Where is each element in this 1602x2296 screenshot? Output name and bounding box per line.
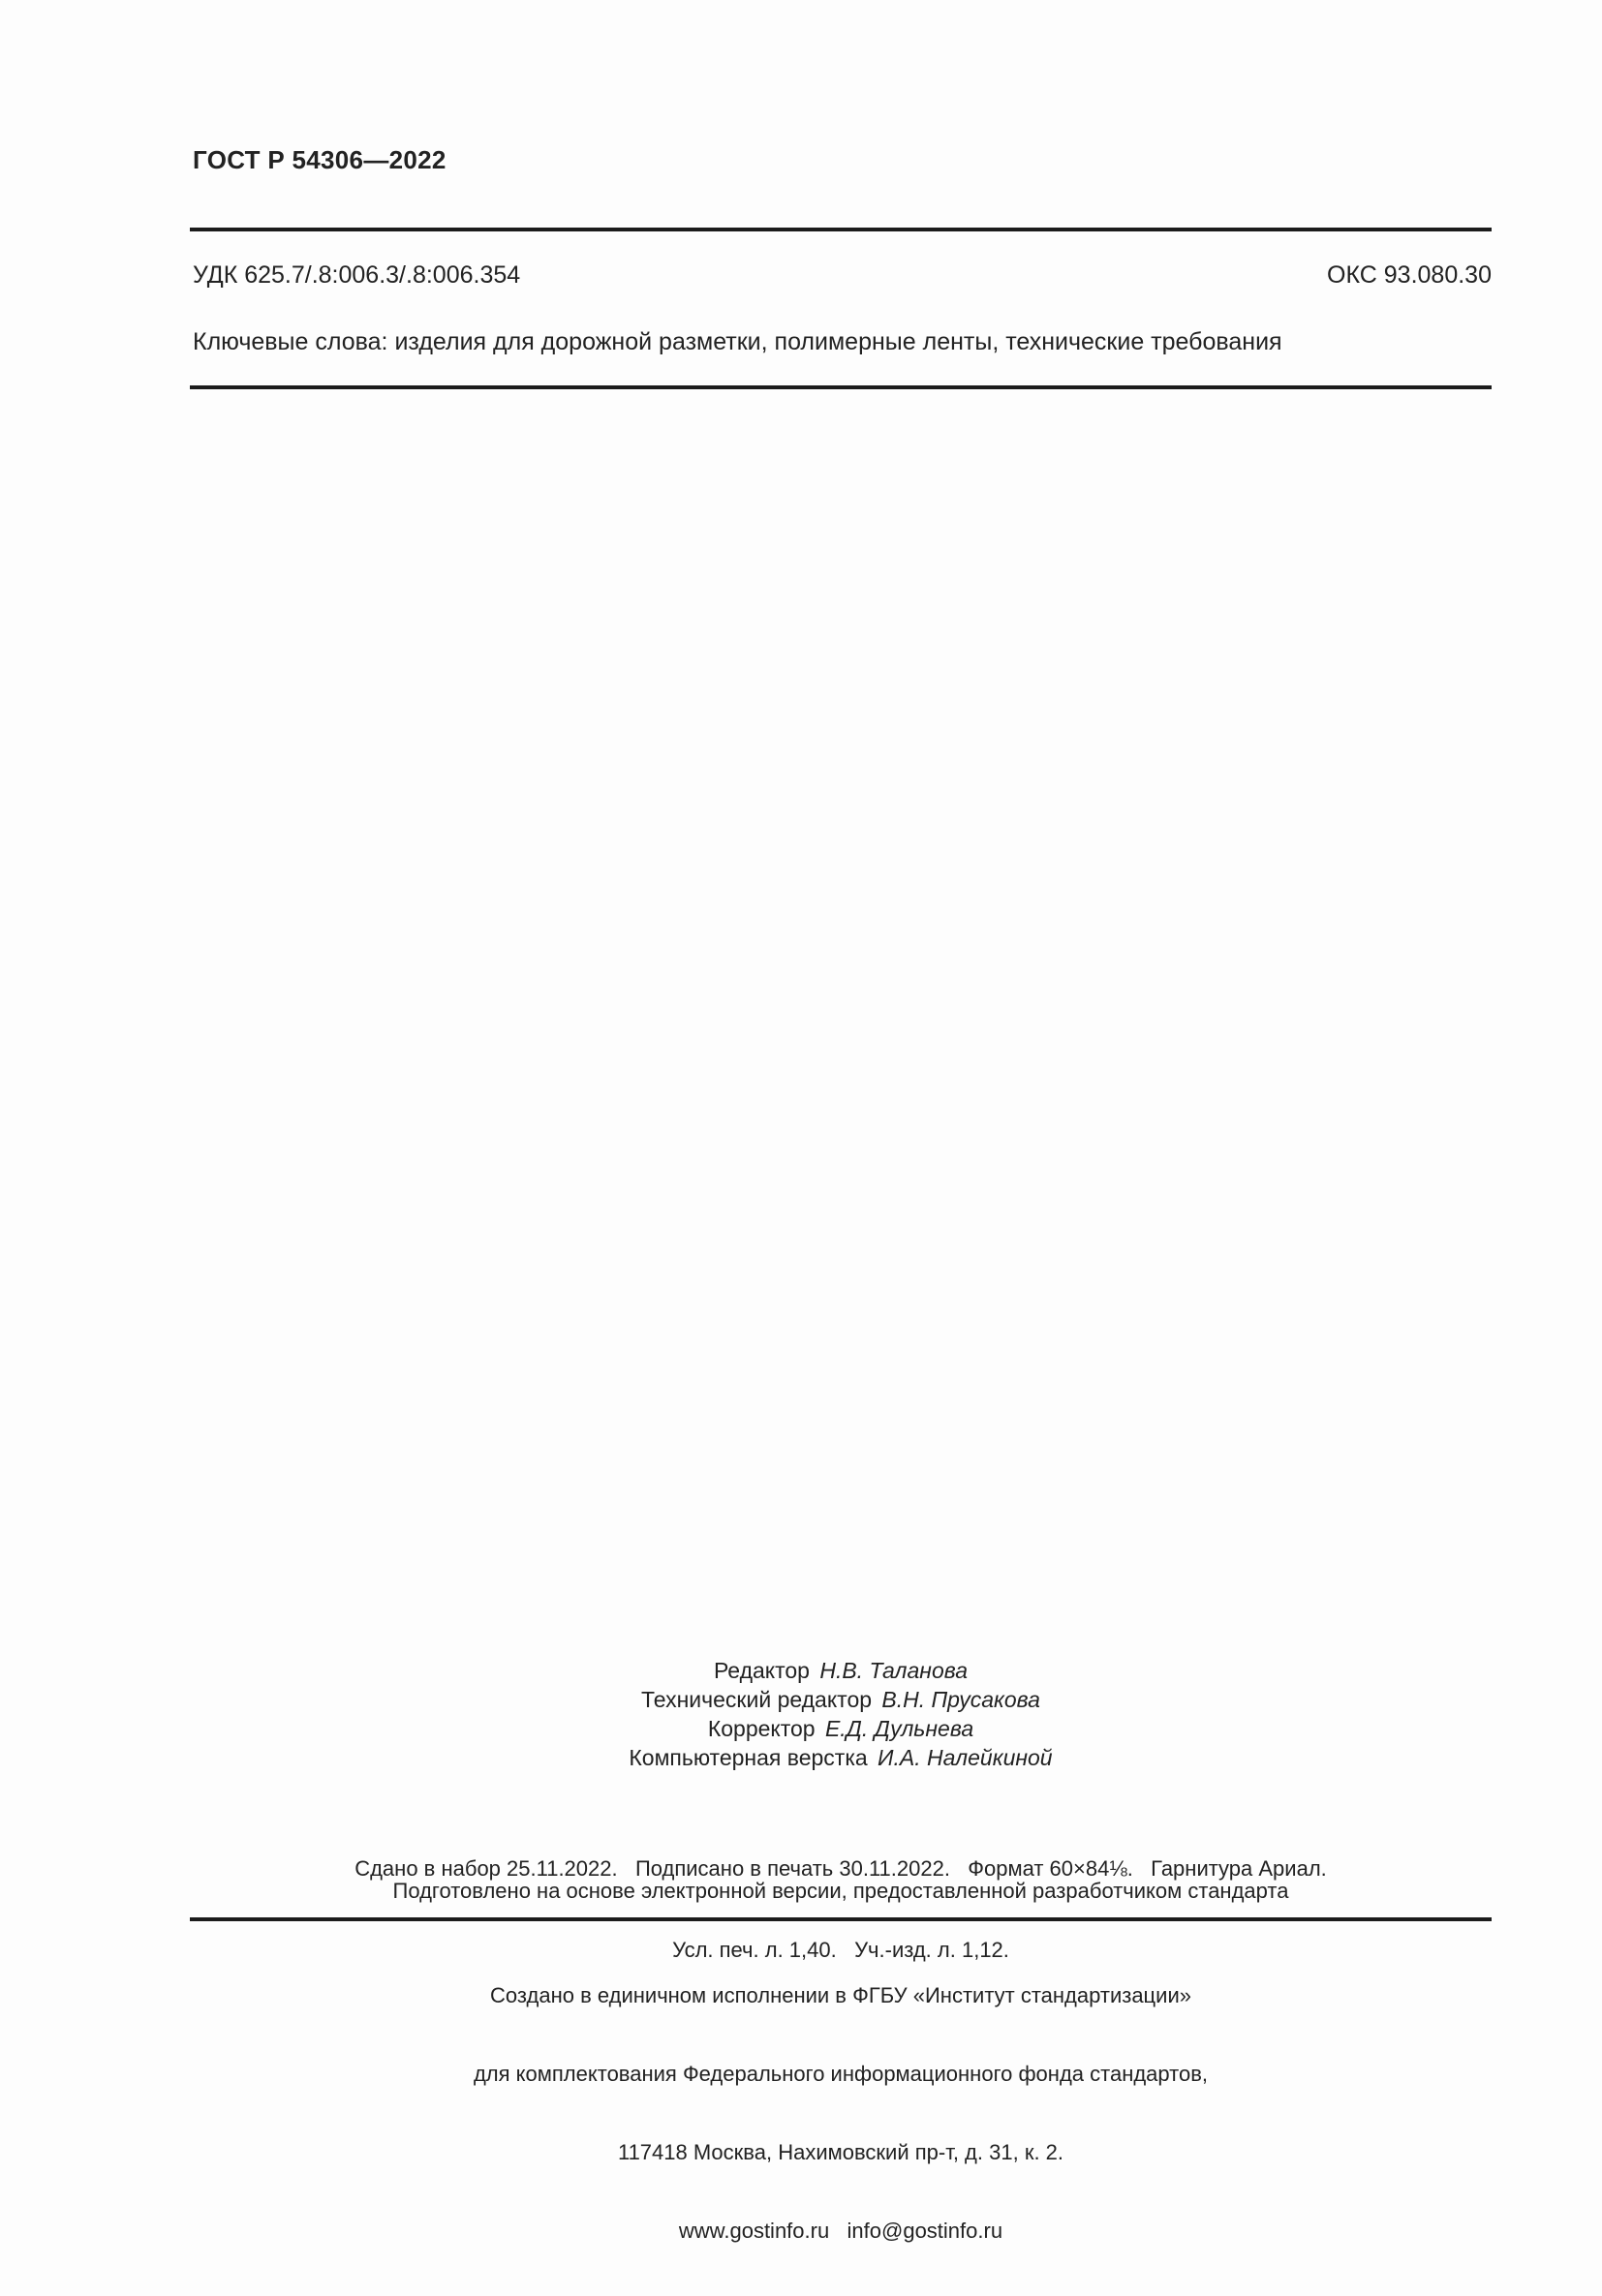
credit-name: Е.Д. Дульнева xyxy=(824,1716,974,1741)
keywords-bottom-rule xyxy=(190,385,1492,389)
credit-name: И.А. Налейкиной xyxy=(878,1745,1053,1770)
credit-row xyxy=(190,1743,1492,1772)
top-rule xyxy=(190,228,1492,231)
address-line: 117418 Москва, Нахимовский пр-т, д. 31, к. 2. xyxy=(617,2140,1064,2164)
publisher-line: Создано в единичном исполнении в ФГБУ «Институт стандартизации» xyxy=(490,1983,1191,2007)
editorial-credits xyxy=(190,1656,1492,1772)
imprint-line-2: Усл. печ. л. 1,40. Уч.-изд. л. 1,12. xyxy=(672,1938,1009,1962)
credit-name: В.Н. Прусакова xyxy=(881,1687,1040,1712)
credit-role: Редактор xyxy=(713,1658,810,1683)
prepared-note: Подготовлено на основе электронной версии, предоставленной разработчиком стандарта xyxy=(392,1879,1289,1903)
imprint-line-1: Сдано в набор 25.11.2022. Подписано в печать 30.11.2022. Формат 60×84⅛. Гарнитура Ариал. xyxy=(354,1856,1327,1881)
oks-code: ОКС 93.080.30 xyxy=(1327,261,1492,289)
credit-role: Корректор xyxy=(707,1716,816,1741)
publisher-footer xyxy=(190,1930,1492,2296)
keywords-line: Ключевые слова: изделия для дорожной разметки, полимерные ленты, технические требования xyxy=(193,328,1282,355)
doc-number: ГОСТ Р 54306—2022 xyxy=(193,145,447,174)
credit-role: Технический редактор xyxy=(641,1687,873,1712)
website-email-line: www.gostinfo.ru info@gostinfo.ru xyxy=(678,2219,1003,2243)
udc-code: УДК 625.7/.8:006.3/.8:006.354 xyxy=(193,261,521,289)
footer-rule xyxy=(190,1917,1492,1921)
credit-name: Н.В. Таланова xyxy=(819,1658,969,1683)
credit-row xyxy=(190,1685,1492,1714)
classification-row xyxy=(193,262,1492,288)
credit-role: Компьютерная верстка xyxy=(629,1745,868,1770)
credit-row xyxy=(190,1714,1492,1743)
fund-line: для комплектования Федерального информационного фонда стандартов, xyxy=(473,2062,1209,2086)
credit-row xyxy=(190,1656,1492,1685)
